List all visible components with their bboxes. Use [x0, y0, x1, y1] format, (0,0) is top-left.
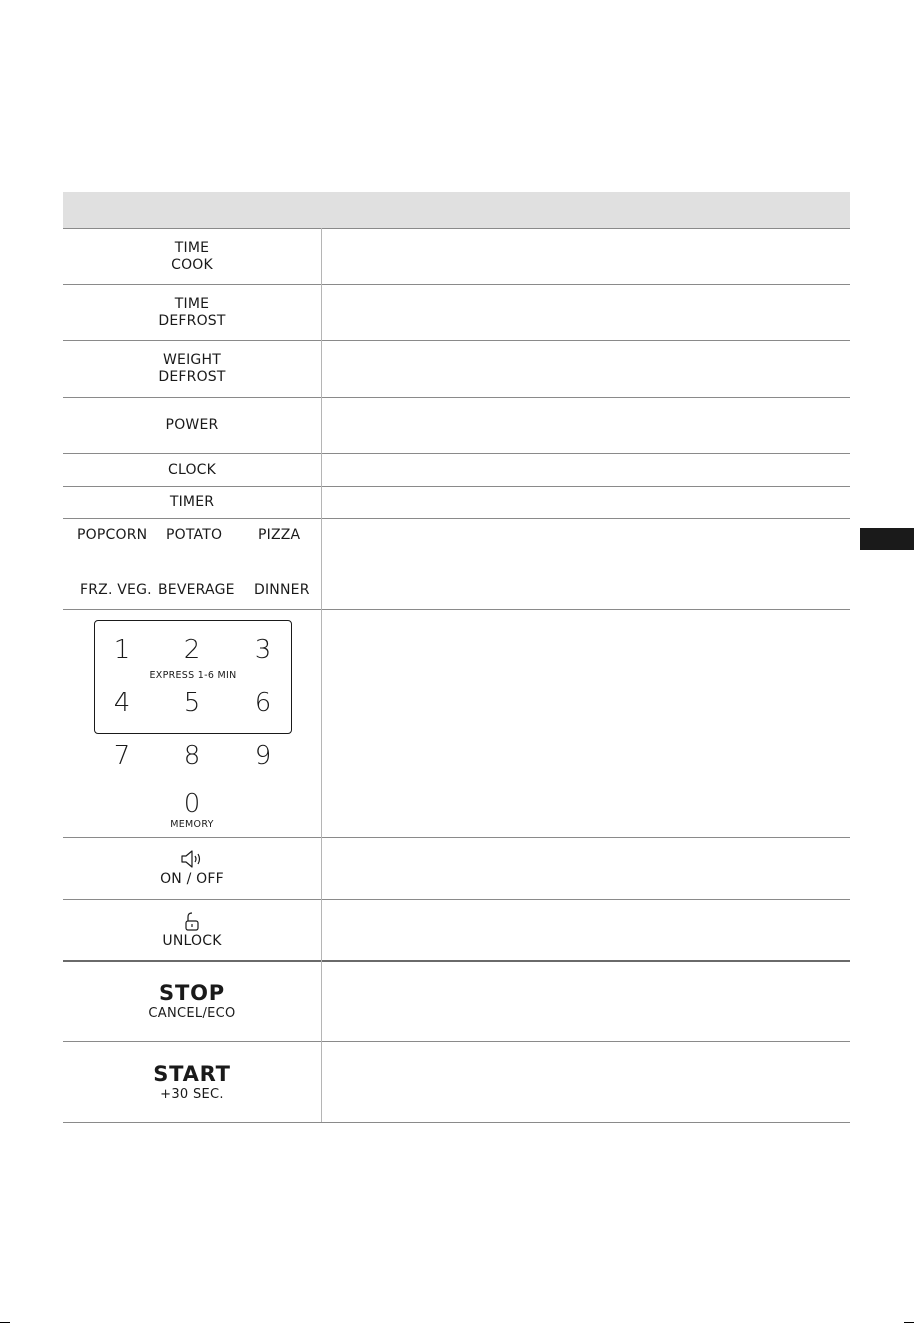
row-divider — [63, 1122, 850, 1123]
weight-defrost-line1: WEIGHT — [163, 352, 221, 368]
clock-key — [63, 454, 321, 486]
power-key — [63, 398, 321, 453]
row-divider — [63, 518, 850, 519]
start-subtitle: +30 SEC. — [160, 1086, 224, 1102]
sound-label: ON / OFF — [160, 871, 224, 887]
unlock-label: UNLOCK — [162, 932, 222, 949]
time-cook-line1: TIME — [174, 239, 210, 256]
unlock-icon — [184, 911, 200, 933]
digit-6-key: 6 — [254, 688, 272, 718]
potato-key: POTATO — [166, 527, 223, 543]
popcorn-key: POPCORN — [77, 527, 148, 543]
digit-9-key: 9 — [254, 741, 272, 771]
weight-defrost-line2: DEFROST — [158, 369, 226, 385]
time-defrost-line2: DEFROST — [158, 312, 226, 329]
time-defrost-key — [63, 285, 321, 340]
stop-title: STOP — [159, 981, 225, 1005]
digit-0-key: 0 — [183, 789, 201, 819]
power-label: POWER — [165, 417, 219, 433]
row-divider — [63, 609, 850, 610]
sound-key — [63, 838, 321, 899]
stop-key — [63, 962, 321, 1041]
time-defrost-line1: TIME — [174, 295, 210, 312]
express-label: EXPRESS 1-6 MIN — [149, 670, 237, 681]
timer-label: TIMER — [169, 494, 215, 510]
start-key — [63, 1042, 321, 1122]
side-tab-marker — [860, 528, 914, 550]
digit-5-key: 5 — [183, 688, 201, 718]
digit-1-key: 1 — [113, 635, 131, 665]
digit-8-key: 8 — [183, 741, 201, 771]
table-header-bar — [63, 192, 850, 228]
beverage-key: BEVERAGE — [158, 582, 235, 598]
start-title: START — [153, 1061, 231, 1086]
digit-3-key: 3 — [254, 635, 272, 665]
speaker-icon — [180, 849, 204, 871]
crop-mark-left — [0, 1318, 10, 1323]
digit-2-key: 2 — [183, 635, 201, 665]
unlock-key — [63, 900, 321, 960]
weight-defrost-key — [63, 341, 321, 397]
timer-key — [63, 487, 321, 518]
digit-4-key: 4 — [113, 688, 131, 718]
dinner-key: DINNER — [254, 582, 310, 598]
clock-label: CLOCK — [167, 461, 217, 478]
column-divider — [321, 228, 322, 1122]
crop-mark-right — [904, 1318, 914, 1323]
time-cook-key — [63, 229, 321, 284]
digit-7-key: 7 — [113, 741, 131, 771]
pizza-key: PIZZA — [258, 527, 301, 543]
frozen-veg-key: FRZ. VEG. — [80, 582, 152, 598]
time-cook-line2: COOK — [171, 256, 213, 273]
stop-subtitle: CANCEL/ECO — [148, 1006, 236, 1021]
memory-label: MEMORY — [170, 819, 214, 830]
